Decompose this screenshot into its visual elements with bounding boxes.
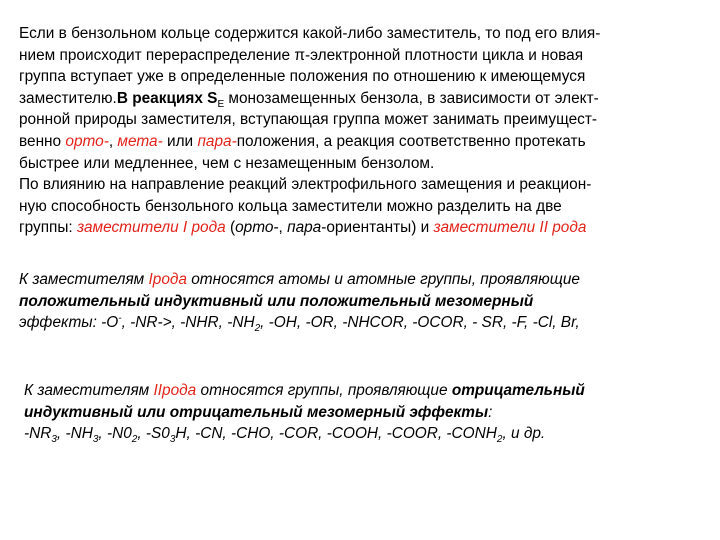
- text-line: Если в бензольном кольце содержится какой-либо заместитель, то под его влия-: [19, 25, 601, 42]
- text-line: положительный индуктивный или положительный мезомерный: [19, 292, 534, 310]
- text-line: быстрее или медленнее, чем с незамещенным бензолом.: [19, 154, 435, 172]
- type1-paragraph: [19, 269, 709, 334]
- type2-term: заместители II рода: [433, 219, 587, 237]
- text-line: ную способность бензольного кольца заместители можно разделить на две: [19, 197, 562, 215]
- text-line: По влиянию на направление реакций электрофильного замещения и реакцион-: [19, 176, 592, 194]
- text-line: группы: заместители I рода (орто-, пара-ориентанты) и заместители II рода: [19, 219, 587, 237]
- text-line: К заместителям Iрода относятся атомы и атомные группы, проявляющие: [19, 271, 580, 288]
- text-line: нием происходит перераспределение π-электронной плотности цикла и новая: [19, 46, 584, 64]
- text-line: венно орто-, мета- или пара-положения, а реакция соответственно протекать: [19, 132, 586, 150]
- intro-paragraph: [19, 23, 709, 239]
- substituents-list: $-NR_3$, $-NH_3$, $-N0_2$, $-S0_3H$, -CN, -CHO, -COR, -COOH, -COOR, $-CONH_2$, и др.: [24, 425, 546, 446]
- type2-term: IIрода: [153, 382, 197, 399]
- ortho-term: орто-: [65, 132, 109, 150]
- text-line: заместителю.В реакциях $S_E$ монозамещенных бензола, в зависимости от элект-: [19, 89, 599, 110]
- type1-term: заместители I рода: [76, 219, 226, 237]
- meta-term: мета-: [117, 132, 163, 150]
- text-line: группа вступает уже в определенные положения по отношению к имеющемуся: [19, 68, 586, 86]
- text-line: индуктивный или отрицательный мезомерный эффекты:: [24, 403, 493, 421]
- text-line: К заместителям IIрода относятся группы, проявляющие отрицательный: [24, 382, 585, 399]
- type2-paragraph: [24, 380, 714, 445]
- para-term: пара-: [197, 132, 237, 150]
- text-line: ронной природы заместителя, вступающая группа может занимать преимущест-: [19, 111, 598, 129]
- substituents-list: эффекты: -O-, -NR->, -NHR, $-NH_2$, -OH, -OR, -NHCOR, -OCOR, - SR, -F, -Cl, Br,: [19, 313, 580, 335]
- type1-term: Iрода: [148, 271, 187, 288]
